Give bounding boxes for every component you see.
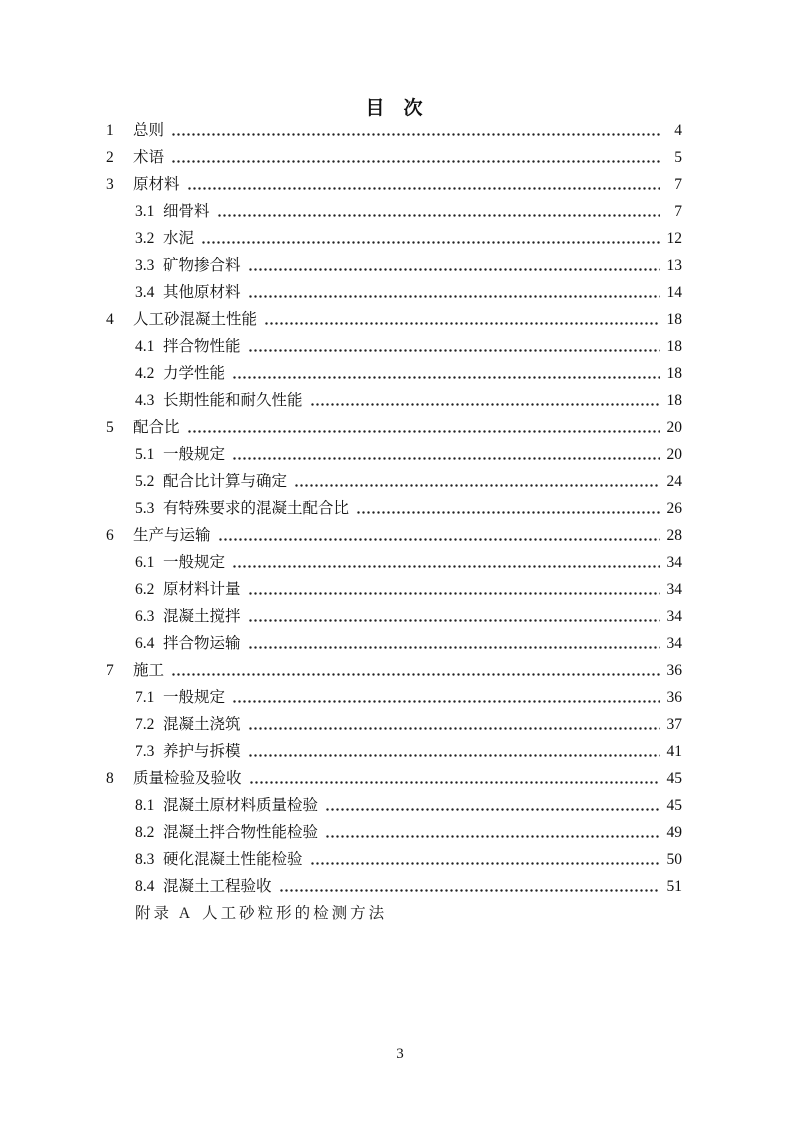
toc-entry-number: 5.1 bbox=[135, 445, 155, 463]
dot-leader bbox=[294, 484, 660, 487]
dot-leader bbox=[187, 187, 660, 190]
toc-entry-number: 7 bbox=[106, 661, 114, 679]
toc-entry bbox=[106, 575, 682, 602]
toc-entry-page: 18 bbox=[666, 310, 682, 328]
toc-entry-page: 34 bbox=[666, 553, 682, 571]
toc-entry-label: 配合比计算与确定 bbox=[163, 472, 288, 490]
toc-entry-number: 7.1 bbox=[135, 688, 155, 706]
toc-entry-label: 混凝土拌合物性能检验 bbox=[163, 823, 319, 841]
dot-leader bbox=[232, 700, 660, 703]
toc-entry-label: 质量检验及验收 bbox=[133, 769, 242, 787]
toc-entry bbox=[106, 143, 682, 170]
toc-entry-number: 3.1 bbox=[135, 202, 155, 220]
toc-entry-number: 5.2 bbox=[135, 472, 155, 490]
toc-entry-page: 36 bbox=[666, 661, 682, 679]
dot-leader bbox=[248, 295, 660, 298]
toc-entry-number: 6.2 bbox=[135, 580, 155, 598]
toc-entry-label: 施工 bbox=[133, 661, 165, 679]
toc-entry bbox=[106, 197, 682, 224]
toc-entry bbox=[106, 683, 682, 710]
toc-entry-number: 4 bbox=[106, 310, 114, 328]
toc-entry-page: 34 bbox=[666, 634, 682, 652]
toc-entry-label: 有特殊要求的混凝土配合比 bbox=[163, 499, 350, 517]
toc-entry-page: 34 bbox=[666, 580, 682, 598]
toc-title: 目 次 bbox=[365, 98, 423, 119]
toc-entry-label: 混凝土浇筑 bbox=[163, 715, 241, 733]
toc-entry-number: 附录 A bbox=[135, 904, 194, 922]
toc-entry-number: 6.1 bbox=[135, 553, 155, 571]
toc-entry-number: 3.2 bbox=[135, 229, 155, 247]
toc-entry bbox=[106, 710, 682, 737]
toc-entry-label: 长期性能和耐久性能 bbox=[163, 391, 303, 409]
toc-entry-page: 18 bbox=[666, 364, 682, 382]
page-number: 3 bbox=[396, 1046, 404, 1062]
dot-leader bbox=[171, 133, 660, 136]
dot-leader bbox=[249, 781, 660, 784]
toc-entry-page: 24 bbox=[666, 472, 682, 490]
toc-entry-page: 12 bbox=[666, 229, 682, 247]
toc-entry-number: 6.3 bbox=[135, 607, 155, 625]
toc-entry-page: 20 bbox=[666, 445, 682, 463]
toc-entry-number: 7.2 bbox=[135, 715, 155, 733]
toc-entry-appendix bbox=[106, 899, 682, 926]
dot-leader bbox=[248, 349, 660, 352]
dot-leader bbox=[232, 376, 660, 379]
toc-entry-page: 45 bbox=[666, 796, 682, 814]
dot-leader bbox=[310, 862, 660, 865]
toc-entry-number: 8.3 bbox=[135, 850, 155, 868]
dot-leader bbox=[325, 808, 660, 811]
toc-entry-label: 养护与拆模 bbox=[163, 742, 241, 760]
toc-entry-page: 45 bbox=[666, 769, 682, 787]
toc-entry-label: 拌合物运输 bbox=[163, 634, 241, 652]
toc-entry bbox=[106, 251, 682, 278]
toc-entry-number: 3 bbox=[106, 175, 114, 193]
toc-entry-page: 7 bbox=[674, 175, 682, 193]
toc-entry-page: 41 bbox=[666, 742, 682, 760]
dot-leader bbox=[218, 538, 660, 541]
toc-entry-number: 5 bbox=[106, 418, 114, 436]
toc-entry-page: 7 bbox=[674, 202, 682, 220]
toc-entry-number: 1 bbox=[106, 121, 114, 139]
toc-entry-page: 37 bbox=[666, 715, 682, 733]
toc-entry bbox=[106, 332, 682, 359]
toc-entry-label: 混凝土工程验收 bbox=[163, 877, 272, 895]
toc-entry bbox=[106, 602, 682, 629]
toc-entry bbox=[106, 737, 682, 764]
toc-entry-label: 一般规定 bbox=[163, 445, 226, 463]
toc-entry-number: 8.2 bbox=[135, 823, 155, 841]
toc-entry bbox=[106, 629, 682, 656]
toc-entry bbox=[106, 359, 682, 386]
toc-entry-label: 一般规定 bbox=[163, 688, 226, 706]
dot-leader bbox=[279, 889, 660, 892]
toc-entry bbox=[106, 845, 682, 872]
dot-leader bbox=[187, 430, 660, 433]
toc-entry-label: 混凝土原材料质量检验 bbox=[163, 796, 319, 814]
dot-leader bbox=[201, 241, 660, 244]
toc-entry-label: 力学性能 bbox=[163, 364, 226, 382]
dot-leader bbox=[232, 457, 660, 460]
toc-entry-number: 4.2 bbox=[135, 364, 155, 382]
toc-entry bbox=[106, 818, 682, 845]
toc-entry bbox=[106, 656, 682, 683]
toc-entry bbox=[106, 521, 682, 548]
toc-entry bbox=[106, 467, 682, 494]
toc-entry-label: 人工砂粒形的检测方法 bbox=[202, 904, 388, 922]
dot-leader bbox=[232, 565, 660, 568]
toc-entry-label: 配合比 bbox=[133, 418, 180, 436]
toc-entry-number: 4.1 bbox=[135, 337, 155, 355]
dot-leader bbox=[248, 646, 660, 649]
dot-leader bbox=[248, 727, 660, 730]
toc-entry bbox=[106, 278, 682, 305]
toc-entry-label: 细骨料 bbox=[163, 202, 210, 220]
toc-entry bbox=[106, 305, 682, 332]
toc-entry-number: 6.4 bbox=[135, 634, 155, 652]
toc-entry-number: 5.3 bbox=[135, 499, 155, 517]
toc-entry bbox=[106, 413, 682, 440]
dot-leader bbox=[264, 322, 660, 325]
toc-entry bbox=[106, 116, 682, 143]
toc-entry bbox=[106, 548, 682, 575]
toc-entry-page: 5 bbox=[674, 148, 682, 166]
toc-entry-label: 硬化混凝土性能检验 bbox=[163, 850, 303, 868]
toc-entry-page: 20 bbox=[666, 418, 682, 436]
toc-entry-number: 3.4 bbox=[135, 283, 155, 301]
toc-entry-page: 13 bbox=[666, 256, 682, 274]
toc-entry-number: 3.3 bbox=[135, 256, 155, 274]
dot-leader bbox=[248, 754, 660, 757]
toc-entry-label: 原材料计量 bbox=[163, 580, 241, 598]
toc-entry-page: 14 bbox=[666, 283, 682, 301]
toc-entry-label: 总则 bbox=[133, 121, 165, 139]
toc-entry-number: 8.1 bbox=[135, 796, 155, 814]
toc-list bbox=[106, 116, 682, 926]
dot-leader bbox=[171, 673, 660, 676]
toc-entry-page: 49 bbox=[666, 823, 682, 841]
toc-entry-label: 混凝土搅拌 bbox=[163, 607, 241, 625]
dot-leader bbox=[248, 592, 660, 595]
toc-entry-number: 4.3 bbox=[135, 391, 155, 409]
toc-entry bbox=[106, 764, 682, 791]
toc-entry-number: 7.3 bbox=[135, 742, 155, 760]
toc-entry-label: 术语 bbox=[133, 148, 165, 166]
toc-entry-page: 26 bbox=[666, 499, 682, 517]
toc-entry-page: 28 bbox=[666, 526, 682, 544]
toc-entry-page: 51 bbox=[666, 877, 682, 895]
toc-entry-page: 18 bbox=[666, 391, 682, 409]
toc-entry bbox=[106, 872, 682, 899]
dot-leader bbox=[356, 511, 660, 514]
toc-entry bbox=[106, 440, 682, 467]
toc-entry bbox=[106, 170, 682, 197]
dot-leader bbox=[325, 835, 660, 838]
dot-leader bbox=[217, 214, 660, 217]
toc-entry-number: 2 bbox=[106, 148, 114, 166]
toc-entry bbox=[106, 494, 682, 521]
toc-entry-number: 8 bbox=[106, 769, 114, 787]
toc-entry-page: 36 bbox=[666, 688, 682, 706]
toc-entry-number: 8.4 bbox=[135, 877, 155, 895]
toc-entry-label: 原材料 bbox=[133, 175, 180, 193]
toc-entry bbox=[106, 791, 682, 818]
dot-leader bbox=[171, 160, 660, 163]
toc-entry-label: 矿物掺合料 bbox=[163, 256, 241, 274]
toc-entry-number: 6 bbox=[106, 526, 114, 544]
toc-entry-page: 34 bbox=[666, 607, 682, 625]
toc-entry bbox=[106, 386, 682, 413]
dot-leader bbox=[248, 619, 660, 622]
toc-entry bbox=[106, 224, 682, 251]
toc-entry-label: 水泥 bbox=[163, 229, 195, 247]
toc-entry-page: 18 bbox=[666, 337, 682, 355]
toc-entry-page: 4 bbox=[674, 121, 682, 139]
toc-entry-page: 50 bbox=[666, 850, 682, 868]
toc-entry-label: 生产与运输 bbox=[133, 526, 211, 544]
dot-leader bbox=[248, 268, 660, 271]
toc-entry-label: 一般规定 bbox=[163, 553, 226, 571]
dot-leader bbox=[310, 403, 660, 406]
toc-entry-label: 人工砂混凝土性能 bbox=[133, 310, 258, 328]
toc-entry-label: 拌合物性能 bbox=[163, 337, 241, 355]
toc-entry-label: 其他原材料 bbox=[163, 283, 241, 301]
